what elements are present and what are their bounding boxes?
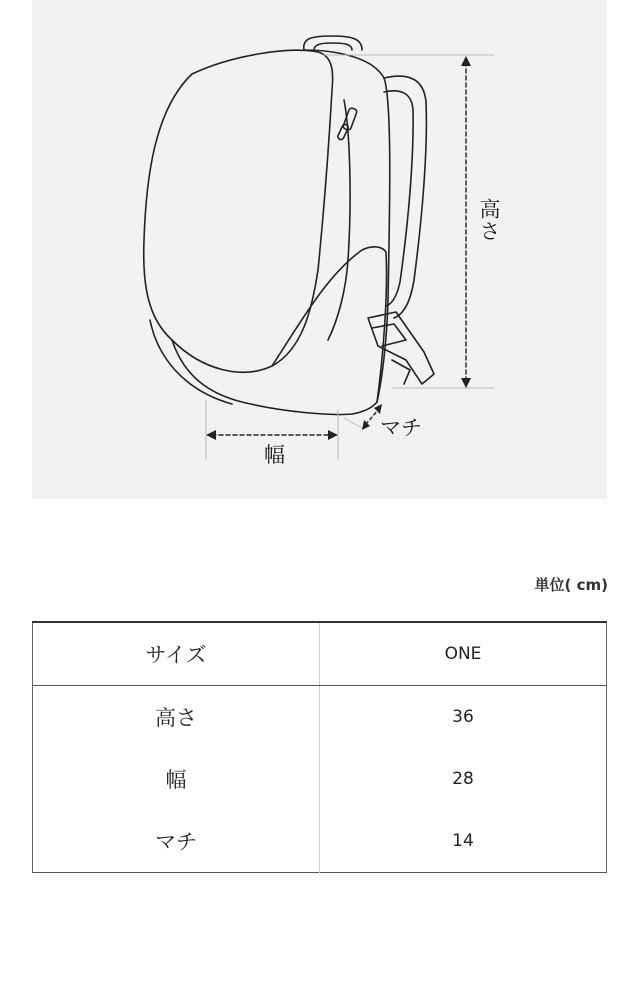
depth-dimension-line — [366, 410, 378, 424]
row-value: 28 — [452, 769, 474, 789]
unit-label: 単位( cm) — [534, 576, 608, 594]
backpack-illustration — [32, 0, 607, 499]
table-row — [33, 810, 607, 873]
row-value: 36 — [452, 707, 474, 727]
arrow-down-icon — [461, 378, 471, 388]
height-label: 高さ — [477, 198, 501, 242]
backpack-dimension-diagram — [32, 0, 607, 499]
depth-label: マチ — [380, 416, 422, 440]
header-size-label: サイズ — [33, 622, 320, 686]
arrow-right-icon — [328, 430, 338, 440]
row-label: マチ — [33, 810, 320, 873]
table-row — [33, 686, 607, 749]
row-label: 幅 — [33, 748, 320, 810]
front-pocket-outline — [144, 50, 333, 372]
header-size-one: ONE — [320, 622, 607, 686]
side-buckle-strap — [368, 312, 434, 384]
zipper-pull-icon — [342, 107, 357, 130]
table-header-row — [33, 622, 607, 686]
arrow-down-left-icon — [362, 420, 370, 430]
width-label: 幅 — [264, 443, 285, 467]
size-table — [32, 621, 607, 873]
arrow-left-icon — [206, 430, 216, 440]
arrow-up-icon — [461, 56, 471, 66]
row-label: 高さ — [33, 686, 320, 749]
row-value: 14 — [452, 831, 474, 851]
table-row — [33, 748, 607, 810]
